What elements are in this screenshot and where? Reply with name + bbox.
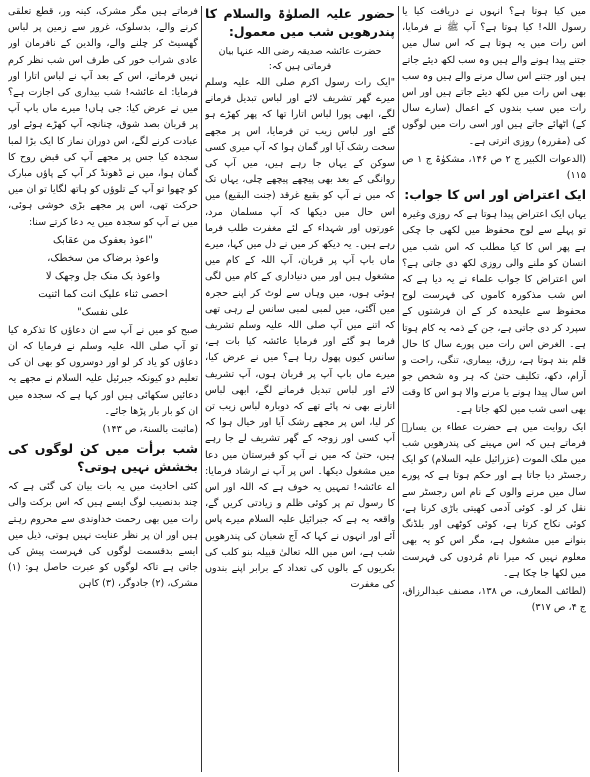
section-heading: حضور علیہ الصلوٰۃ والسلام کا پندرھویں شب میں معمول:: [205, 6, 395, 39]
paragraph: ایک روایت میں ہے حضرت عطاء بن یسارؒ فرماتے ہیں کہ اس مہینے کی پندرھویں شب میں ملک الموت (عزرائیل علیہ السلام) کو ایک رجسٹر دیا جاتا ہے اور حکم ہوتا ہے کہ پورے سال میں مرنے والوں کے نام اس رجسٹر سے نقل کر لو۔ کوئی آدمی کھیتی باڑی کرتا ہے، کوئی نکاح کرتا ہے، کوئی کوٹھی اور بلڈنگ بنوانے میں مشغول ہے، مگر اس کو یہ بھی معلوم نہیں کہ میرا نام مُردوں کی فہرست میں لکھا جا چکا ہے۔: [402, 421, 586, 579]
paragraph: صبح کو میں نے آپ سے ان دعاؤں کا تذکرہ کیا تو آپ صلی اللہ علیہ وسلم نے فرمایا کہ ان دعاؤں کو یاد کر لو اور دوسروں کو بھی ان کی تعلیم دو کیونکہ جبرئیل علیہ السلام نے مجھے یہ دعائیں سکھائی ہیں اور کہا ہے کہ سجدہ میں ان کو بار بار پڑھا جائے۔: [8, 324, 198, 417]
left-column: [8, 4, 198, 774]
paragraph: کئی احادیث میں یہ بات بیان کی گئی ہے کہ چند بدنصیب لوگ ایسے ہیں کہ اس برکت والی رات میں بھی رحمت خداوندی سے محروم رہتے ہیں اور ان پر نظر عنایت نہیں ہوتی، ذیل میں ایسے بدقسمت لوگوں کی فہرست پیش کی جاتی ہے تاکہ لوگوں کو عبرت حاصل ہو: (۱) مشرک، (۲) جادوگر، (۳) کاہن: [8, 481, 198, 590]
paragraph: میں کیا ہوتا ہے؟ انہوں نے دریافت کیا یا رسول اللہ! کیا ہوتا ہے؟ آپ ﷺ نے فرمایا، اس رات میں یہ ہوتا ہے کہ اس سال میں جتنے پیدا ہونے والے ہیں وہ سب لکھ دیئے جاتے ہیں اور جتنے اس سال مرنے والے ہیں وہ سب بھی اس رات میں لکھ دیئے جاتے ہیں اور اس رات میں سب بندوں کے اعمال (سارے سال کے) اٹھائے جاتے ہیں اور اسی رات میں لوگوں کی (مقررہ) روزی اترتی ہے۔: [402, 6, 586, 147]
arabic-prayer-line: "اعوذ بعفوک من عقابک: [53, 234, 153, 246]
arabic-prayer-line: واعوذ برضاک من سخطک،: [47, 252, 159, 264]
arabic-prayer-line: علی نفسک": [76, 306, 130, 318]
column-divider: [398, 6, 399, 772]
column-divider: [201, 6, 202, 772]
section-heading: شب برأت میں کن لوگوں کی بخشش نہیں ہوتی؟: [8, 441, 198, 475]
paragraph: "ایک رات رسول اکرم صلی اللہ علیہ وسلم میرے گھر تشریف لائے اور لباس تبدیل فرمانے لگے، ابھی پورا لباس اتارا تھا کہ پھر کھڑے ہو گئے اور لباس زیب تن فرمایا، اس پر مجھے سخت رشک آیا اور گمان ہوا کہ آپ میری کسی سوکن کے یہاں جا رہے ہیں، میں آپ کی روانگی کے بعد بھی پیچھے پیچھے چلی، یہاں تک کہ میں نے آپ کو بقیع غرقد (جنت البقیع) میں اس حال میں دیکھا کہ آپ مسلمان مرد، عورتوں اور شہداء کے لئے مغفرت طلب فرما رہے ہیں۔ یہ دیکھ کر میں نے دل میں کہا، میرے ماں باپ آپ پر قربان، آپ اللہ کے کام میں مشغول ہیں اور میں دنیاداری کے کام میں لگی ہوئی ہوں، میں وہاں سے لوٹ کر اپنے حجرہ میں آگئی، میں لمبی لمبی سانس لے رہی تھی کہ اتنے میں آپ صلی اللہ علیہ وسلم تشریف فرما ہو گئے اور فرمایا عائشہ کیا بات ہے، سانس کیوں پھول رہا ہے؟ میں نے عرض کیا، میرے ماں باپ آپ پر قربان ہوں، آپ تشریف لائے اور لباس تبدیل فرمانے لگے، ابھی لباس اتارنے بھی نہ پائے تھے کہ دوبارہ لباس زیب تن کر لیا، اس پر مجھے رشک آیا اور خیال ہوا کہ آپ کسی اور زوجہ کے گھر تشریف لے جا رہے ہیں، حتیٰ کہ میں نے آپ کو قبرستان میں دعا میں مشغول دیکھا۔ اس پر آپ نے ارشاد فرمایا: اے عائشہ! تمہیں یہ خوف ہے کہ اللہ اور اس کا رسول تم پر کوئی ظلم و زیادتی کریں گے، واقعہ یہ ہے کہ جبرائیل علیہ السلام میرے پاس آئے اور انہوں نے کہا کہ آج شعبان کی پندرھویں شب ہے، اس میں اللہ تعالیٰ قبیلہ بنو کلب کی بکریوں کے بالوں کی تعداد کے برابر اپنے بندوں کی مغفرت: [205, 77, 395, 591]
paragraph: (الدعوات الکبیر ج ۲ ص ۱۴۶، مشکوٰۃ ج ۱ ص ۱۱۵): [402, 153, 586, 182]
arabic-prayer-line: واعوذ بک منک جل وجھک لا: [45, 270, 161, 282]
paragraph: یہاں ایک اعتراض پیدا ہوتا ہے کہ روزی وغیرہ تو پہلے سے لوح محفوظ میں لکھی جا چکی ہے پھر اس کا کیا مطلب کہ اس شب میں انسان کو ملنے والی روزی لکھ دی جاتی ہے؟ اس اعتراض کا جواب علماء نے یہ دیا ہے کہ اس شب مذکورہ کاموں کی فہرست لوح محفوظ سے علیحدہ کر کے ان فرشتوں کے سپرد کر دی جاتی ہے، جن کے ذمہ یہ کام ہوتا ہے۔ الغرض اس رات میں پورے سال کا حال قلم بند ہوتا ہے، رزق، بیماری، تنگی، راحت و آرام، دکھ، تکلیف حتیٰ کہ ہر وہ شخص جو اس سال پیدا ہونے یا مرنے والا ہو اس کا وقت بھی اسی شب میں لکھ جاتا ہے۔: [402, 209, 586, 415]
paragraph: فرماتے ہیں مگر مشرک، کینہ ور، قطع تعلقی کرنے والے، بدسلوک، غرور سے زمین پر لباس گھسیٹ کر چلنے والے، والدین کے نافرمان اور عادی شراب خور کی طرف اس شب نظر کرم نہیں فرماتے، اس کے بعد آپ نے لباس اتارا اور فرمایا: اے عائشہ! شب بیداری کی اجازت ہے؟ میں نے عرض کیا: جی ہاں! میرے ماں باپ آپ پر قربان بصد شوق، چنانچہ آپ کھڑے ہوئے اور عبادت کرنے لگے، اس دوران نماز کا ایک بڑا لمبا سجدہ کیا جس پر مجھے آپ کی قبض روح کا گمان ہوا، میں نے ڈھونڈ کر آپ کے پاؤں مبارک کو چھوا تو آپ کے تلوؤں کو ہاتھ لگایا تو ان میں حرکت تھی، اس پر مجھے بڑی خوشی ہوئی، میں نے آپ کو سجدہ میں یہ دعا کرتے سنا:: [8, 6, 198, 228]
section-heading: ایک اعتراض اور اس کا جواب:: [404, 187, 586, 203]
arabic-prayer-line: احصی ثناء علیک انت کما اثنیت: [38, 288, 168, 300]
paragraph: (لطائف المعارف، ص ۱۳۸، مصنف عبدالرزاق، ج ۴، ص ۳۱۷): [402, 585, 586, 614]
right-column: [402, 4, 586, 774]
middle-column: [205, 4, 395, 774]
centered-line: حضرت عائشہ صدیقہ رضی اللہ عنہا بیان فرماتی ہیں کہ:: [218, 46, 382, 72]
paragraph: (ماثبت بالسنۃ، ص ۱۴۳): [102, 424, 198, 436]
